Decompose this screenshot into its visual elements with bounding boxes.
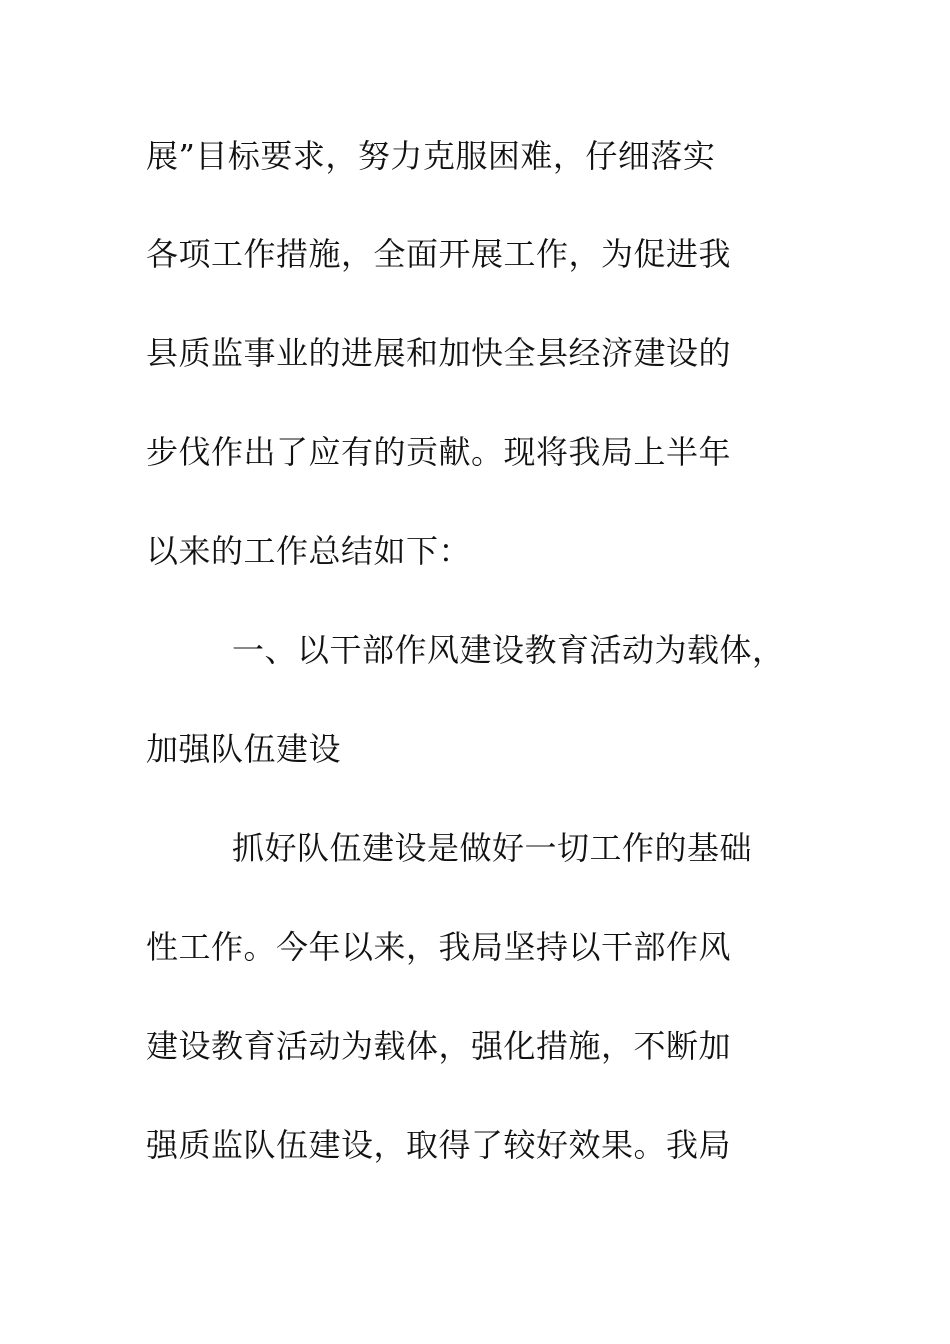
section-heading-line: 加强队伍建设: [146, 730, 342, 768]
body-text-line: 以来的工作总结如下：: [146, 532, 472, 570]
body-text-line: 县质监事业的进展和加快全县经济建设的: [146, 334, 732, 372]
body-text-line: 抓好队伍建设是做好一切工作的基础: [232, 829, 753, 867]
body-text-line: 性工作。今年以来，我局坚持以干部作风: [146, 928, 732, 966]
body-text-line: 各项工作措施，全面开展工作，为促进我: [146, 235, 732, 273]
body-text-line: 强质监队伍建设，取得了较好效果。我局: [146, 1126, 732, 1164]
body-text-line: 建设教育活动为载体，强化措施，不断加: [146, 1027, 732, 1065]
section-heading-line: 一、以干部作风建设教育活动为载体，: [232, 631, 785, 669]
body-text-line: 步伐作出了应有的贡献。现将我局上半年: [146, 433, 732, 471]
body-text-line: 展”目标要求，努力克服困难，仔细落实: [146, 137, 716, 175]
